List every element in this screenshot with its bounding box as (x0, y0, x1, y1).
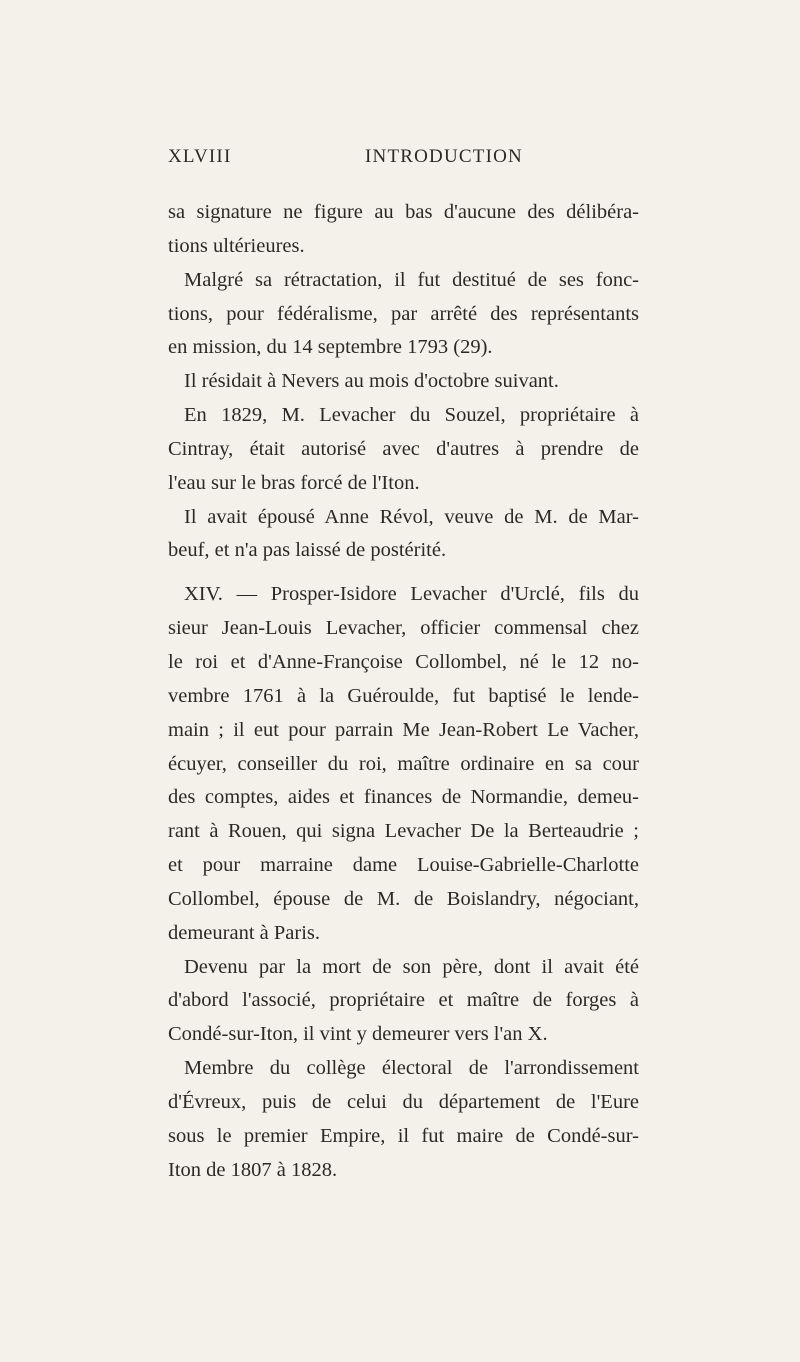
text-line: Devenu par la mort de son père, dont il avait été (184, 955, 639, 978)
text-line: l'eau sur le bras forcé de l'Iton. (168, 471, 420, 494)
text-line: le roi et d'Anne-Françoise Collombel, né le 12 no- (168, 650, 639, 673)
text-line: sieur Jean-Louis Levacher, officier commensal chez (168, 617, 639, 640)
text-line: sa signature ne figure au bas d'aucune des délibéra- (168, 201, 639, 223)
text-line: main ; il eut pour parrain Me Jean-Robert Le Vacher, (168, 718, 639, 741)
text-line: d'abord l'associé, propriétaire et maître de forges à (168, 989, 639, 1012)
text-line: Malgré sa rétractation, il fut destitué de ses fonc- (184, 268, 639, 291)
text-line: sous le premier Empire, il fut maire de Condé-sur- (168, 1124, 639, 1147)
text-line: beuf, et n'a pas laissé de postérité. (168, 539, 447, 562)
text-line: demeurant à Paris. (168, 921, 320, 944)
text-line: tions ultérieures. (168, 234, 305, 257)
text-line: Il résidait à Nevers au mois d'octobre suivant. (184, 370, 559, 393)
text-line: des comptes, aides et finances de Normandie, demeu- (168, 786, 639, 809)
paragraph-gap (168, 568, 639, 578)
text-line: Cintray, était autorisé avec d'autres à prendre de (168, 437, 639, 460)
page-number: XLVIII (168, 146, 232, 167)
running-title: INTRODUCTION (365, 146, 523, 167)
text-line: tions, pour fédéralisme, par arrêté des représentants (168, 302, 639, 325)
text-line: Iton de 1807 à 1828. (168, 1158, 338, 1181)
text-line: et pour marraine dame Louise-Gabrielle-Charlotte (168, 854, 639, 877)
text-line: vembre 1761 à la Guéroulde, fut baptisé le lende- (168, 684, 639, 707)
text-line: d'Évreux, puis de celui du département de l'Eure (168, 1090, 639, 1113)
text-line: Membre du collège électoral de l'arrondissement (184, 1057, 639, 1080)
text-line: En 1829, M. Levacher du Souzel, propriétaire à (184, 404, 639, 427)
text-line: Collombel, épouse de M. de Boislandry, négociant, (168, 887, 639, 910)
text-line: Condé-sur-Iton, il vint y demeurer vers l'an X. (168, 1023, 548, 1046)
text-line: Il avait épousé Anne Révol, veuve de M. de Mar- (184, 505, 639, 528)
text-line: écuyer, conseiller du roi, maître ordinaire en sa cour (168, 752, 639, 775)
running-head (168, 146, 639, 170)
body-text (168, 196, 639, 1187)
text-line: XIV. — Prosper-Isidore Levacher d'Urclé, fils du (184, 583, 639, 606)
text-line: en mission, du 14 septembre 1793 (29). (168, 336, 493, 359)
text-line: rant à Rouen, qui signa Levacher De la Berteaudrie ; (168, 820, 639, 843)
